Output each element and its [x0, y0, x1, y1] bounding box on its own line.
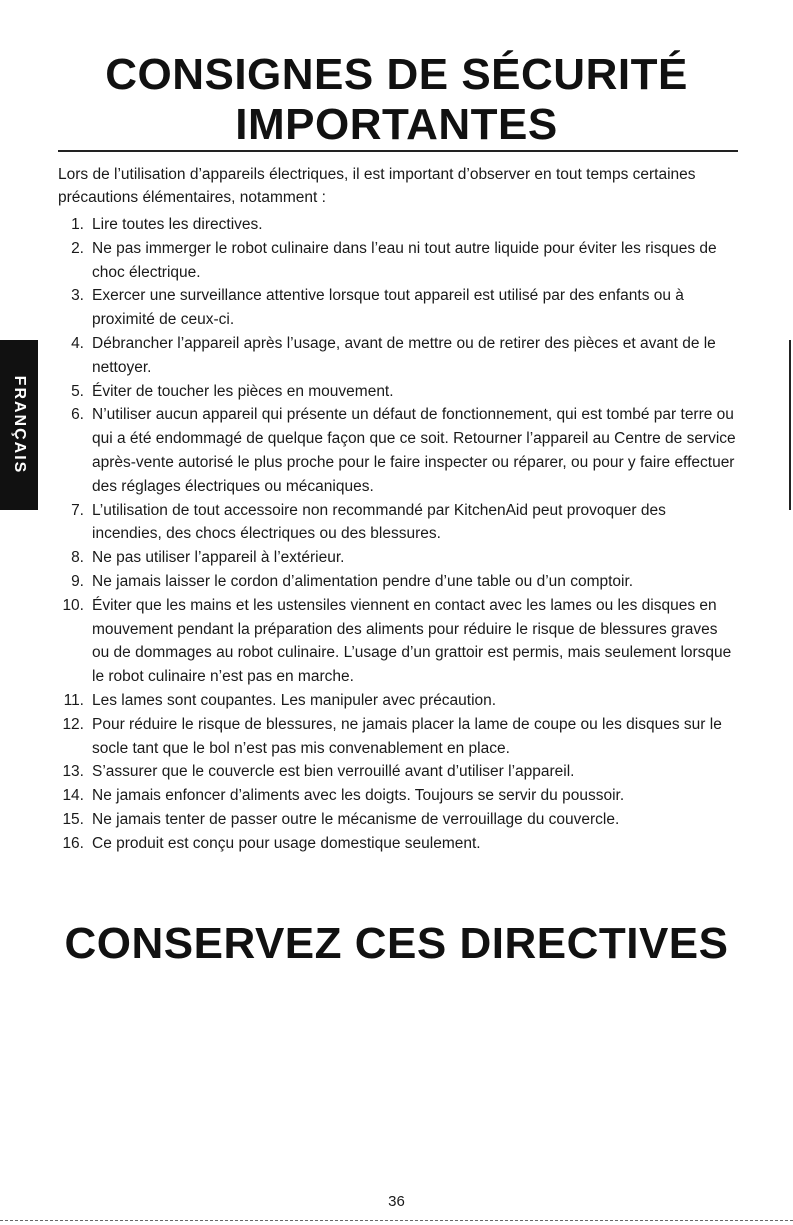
list-item	[58, 284, 738, 332]
list-item-number: 4.	[71, 334, 84, 352]
page-title-line2: IMPORTANTES	[235, 100, 558, 149]
list-item	[58, 808, 738, 832]
list-item-number: 15.	[62, 810, 84, 828]
list-item-text: Ne jamais laisser le cordon d’alimentation pendre d’une table ou d’un comptoir.	[92, 572, 634, 590]
list-item-number: 6.	[71, 406, 84, 424]
list-item-number: 5.	[71, 382, 84, 400]
list-item	[58, 403, 738, 498]
list-item	[58, 760, 738, 784]
list-item-text: Ne jamais enfoncer d’aliments avec les doigts. Toujours se servir du poussoir.	[92, 787, 625, 805]
intro-paragraph: Lors de l’utilisation d’appareils électriques, il est important d’observer en tout temps certaines précautions élémentaires, notamment :	[58, 166, 696, 206]
list-item-number: 12.	[62, 715, 84, 733]
list-item	[58, 594, 738, 689]
language-tab	[0, 340, 38, 510]
list-item-text: N’utiliser aucun appareil qui présente un défaut de fonctionnement, qui est tombé par terre ou qui a été endommagé de quelque façon que ce soit. Retourner l’appareil au Centre de service après-vente autorisé le plus proche pour le faire inspecter ou réparer, ou pour y faire effectuer des réglages électriques ou mécaniques.	[92, 406, 736, 495]
safety-instructions-list	[58, 213, 738, 856]
list-item-number: 1.	[71, 216, 84, 233]
list-item-text: Ce produit est conçu pour usage domestique seulement.	[92, 834, 481, 852]
list-item-text: Exercer une surveillance attentive lorsque tout appareil est utilisé par des enfants ou à proximité de ceux-ci.	[92, 287, 684, 329]
list-item	[58, 832, 738, 856]
list-item-text: Éviter que les mains et les ustensiles viennent en contact avec les lames ou les disques en mouvement pendant la préparation des aliments pour réduire le risque de blessures graves ou de dommages au robot culinaire. L’usage d’un grattoir est permis, mais seulement lorsque le robot culinaire n’est pas en marche.	[92, 596, 732, 686]
list-item-number: 7.	[71, 501, 84, 519]
list-item	[58, 237, 738, 285]
list-item-text: Ne pas immerger le robot culinaire dans l’eau ni tout autre liquide pour éviter les risques de choc électrique.	[92, 239, 717, 281]
list-item-number: 13.	[62, 763, 84, 781]
title-divider	[58, 150, 738, 152]
list-item-number: 8.	[71, 549, 84, 567]
page-number: 36	[388, 1193, 405, 1210]
list-item-number: 3.	[71, 287, 84, 305]
list-item	[58, 713, 738, 761]
page-title-line1: CONSIGNES DE SÉCURITÉ	[105, 50, 688, 99]
list-item	[58, 784, 738, 808]
list-item	[58, 380, 738, 404]
list-item	[58, 570, 738, 594]
list-item-text: Éviter de toucher les pièces en mouvement.	[92, 382, 394, 400]
list-item	[58, 332, 738, 380]
page-title	[0, 50, 793, 150]
list-item-number: 16.	[62, 834, 84, 852]
list-item	[58, 546, 738, 570]
list-item-text: Les lames sont coupantes. Les manipuler avec précaution.	[92, 691, 497, 709]
page-edge-rule	[0, 1220, 793, 1221]
list-item-number: 9.	[71, 572, 84, 590]
margin-marker	[789, 340, 791, 510]
list-item-text: Pour réduire le risque de blessures, ne jamais placer la lame de coupe ou les disques sur le socle tant que le bol n’est pas mis convenablement en place.	[92, 715, 722, 757]
list-item-text: Lire toutes les directives.	[92, 216, 263, 233]
list-item-text: L’utilisation de tout accessoire non recommandé par KitchenAid peut provoquer des incendies, des chocs électriques ou des blessures.	[92, 501, 666, 543]
list-item-number: 11.	[63, 691, 84, 709]
list-item	[58, 689, 738, 713]
list-item-number: 14.	[62, 787, 84, 805]
list-item-text: Ne jamais tenter de passer outre le mécanisme de verrouillage du couvercle.	[92, 810, 620, 828]
list-item-number: 10.	[62, 596, 84, 614]
list-item	[58, 499, 738, 547]
list-item-text: Ne pas utiliser l’appareil à l’extérieur.	[92, 549, 345, 567]
closing-heading: CONSERVEZ CES DIRECTIVES	[64, 919, 729, 968]
list-item-text: Débrancher l’appareil après l’usage, avant de mettre ou de retirer des pièces et avant de le nettoyer.	[92, 334, 716, 376]
list-item-number: 2.	[71, 239, 84, 257]
list-item-text: S’assurer que le couvercle est bien verrouillé avant d’utiliser l’appareil.	[92, 763, 575, 781]
language-tab-label: FRANÇAIS	[11, 375, 28, 475]
list-item	[58, 213, 738, 237]
